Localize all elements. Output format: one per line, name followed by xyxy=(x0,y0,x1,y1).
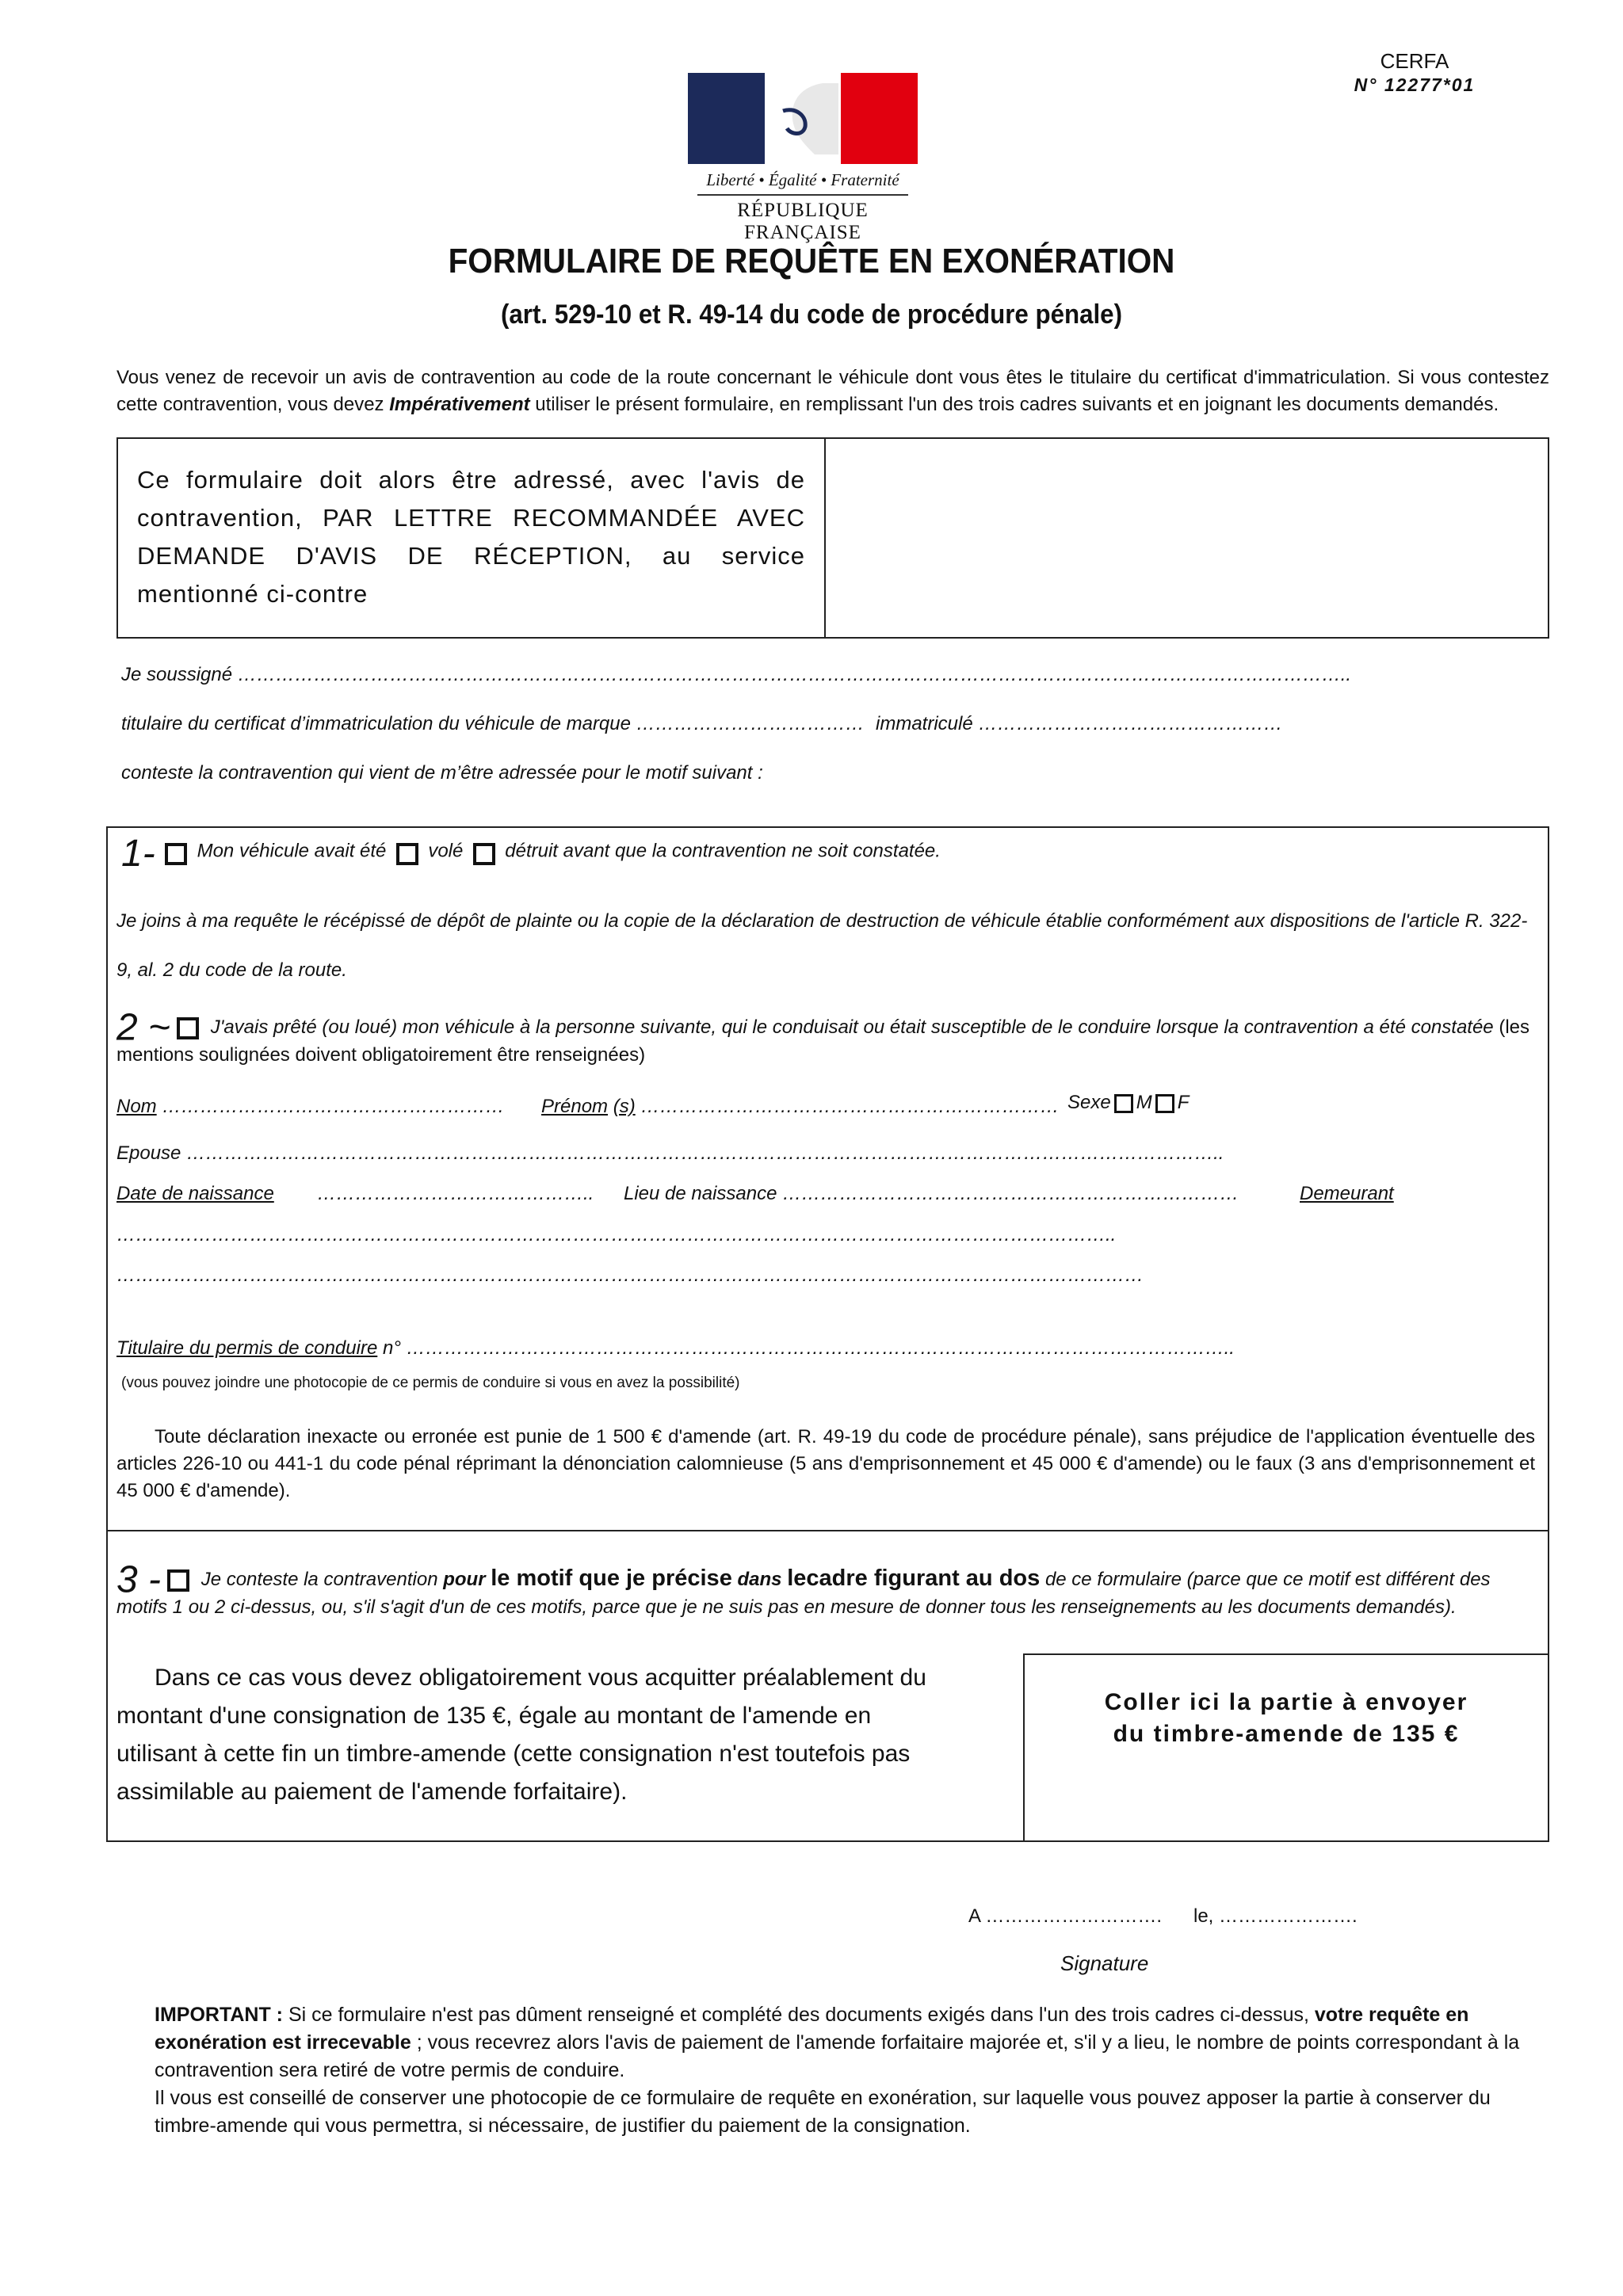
permis-label: Titulaire du permis de conduire xyxy=(116,1337,378,1359)
section-1-note: Je joins à ma requête le récépissé de dépôt de plainte ou la copie de la déclaration de destruction de véhicule établie conformément aux dispositions de l'article R. 322-9, al. 2 du code de la route. xyxy=(116,910,1528,981)
section-2-number: 2 ~ xyxy=(116,1006,171,1049)
permis-note: (vous pouvez joindre une photocopie de ce permis de conduire si vous en avez la possibilité) xyxy=(121,1375,740,1391)
soussigne-line[interactable]: Je soussigné ………………………………………………………………………………………………………………………………………………………….. xyxy=(121,664,1352,685)
section-3-text-3: le motif que je précise xyxy=(491,1566,732,1591)
important-paragraph-2: Il vous est conseillé de conserver une photocopie de ce formulaire de requête en exonération, sur laquelle vous pouvez apposer la partie à conserver du timbre-amende qui vous permettra, si nécessaire, de justifier du paiement de la consignation. xyxy=(155,2087,1491,2137)
dob-label: Date de naissance xyxy=(116,1183,274,1204)
important-text-1: Si ce formulaire n'est pas dûment renseigné et complété des documents exigés dans l'un des trois cadres ci-dessus, xyxy=(283,2004,1315,2026)
cerfa-reference xyxy=(1347,49,1482,97)
intro-paragraph xyxy=(116,364,1549,418)
section-1-label-b: volé xyxy=(428,840,464,862)
logo-republic: RÉPUBLIQUE FRANÇAISE xyxy=(737,200,869,243)
sexe-label: Sexe xyxy=(1067,1092,1111,1113)
section-1-label-a: Mon véhicule avait été xyxy=(197,840,387,862)
address-box xyxy=(116,437,1549,639)
birthplace-field[interactable]: Lieu de naissance ……………………………………………………………… xyxy=(624,1183,1239,1204)
marianne-icon xyxy=(767,79,838,158)
republique-logo xyxy=(688,73,918,244)
section-3-text-4: dans xyxy=(737,1569,782,1590)
sexe-row xyxy=(1067,1092,1189,1114)
vehicle-make-line[interactable]: titulaire du certificat d’immatriculation du véhicule de marque ……………………………… xyxy=(121,713,865,734)
section-2-intro xyxy=(116,1006,1535,1069)
permis-field[interactable]: n° ………………………………………………………………………………………………………………….. xyxy=(382,1337,1235,1359)
registration-line[interactable]: immatriculé ………………………………………… xyxy=(876,713,1283,734)
stolen-checkbox[interactable] xyxy=(396,843,418,865)
sex-m-checkbox[interactable] xyxy=(1114,1094,1133,1113)
address-line-1[interactable]: ………………………………………………………………………………………………………………………………………….. xyxy=(116,1224,1117,1245)
section-1-checkbox[interactable] xyxy=(165,843,187,865)
destroyed-checkbox[interactable] xyxy=(473,843,495,865)
date-field[interactable]: le, …………………. xyxy=(1193,1905,1358,1927)
important-text-2: ; vous recevrez alors l'avis de paiement de l'amende forfaitaire majorée et, s'il y a lieu, le nombre de points correspondant à la contravention sera retiré de votre permis de conduire. xyxy=(155,2031,1520,2081)
section-2-mandatory-note: (les mentions soulignées doivent obligatoirement être renseignées) xyxy=(116,1016,1529,1066)
signature-label: Signature xyxy=(1060,1951,1149,1975)
name-row xyxy=(116,1096,504,1118)
form-subtitle: (art. 529-10 et R. 49-14 du code de procédure pénale) xyxy=(500,299,1123,330)
important-text-bold: votre requête en exonération est irrecevable xyxy=(155,2004,1469,2054)
prenom-s-label: (s) xyxy=(613,1096,636,1117)
section-1-label-c: détruit avant que la contravention ne soit constatée. xyxy=(505,840,941,862)
section-1 xyxy=(121,832,941,875)
prenom-label: Prénom xyxy=(541,1096,609,1117)
cerfa-label: CERFA xyxy=(1380,49,1449,73)
intro-emphasis: Impérativement xyxy=(389,394,530,415)
stamp-label-2: du timbre-amende de 135 € xyxy=(1113,1721,1460,1747)
section-3-text-2: pour xyxy=(443,1569,486,1590)
stamp-label-1: Coller ici la partie à envoyer xyxy=(1104,1689,1468,1715)
false-declaration-warning: Toute déclaration inexacte ou erronée est punie de 1 500 € d'amende (art. R. 49-19 du code de procédure pénale), sans préjudice de l'application éventuelle des articles 226-10 ou 441-1 du code pénal réprimant la dénonciation calomnieuse (5 ans d'emprisonnement et 45 000 € d'amende) ou le faux (3 ans d'emprisonnement et 45 000 € d'amende). xyxy=(116,1426,1535,1501)
intro-text: Vous venez de recevoir un avis de contravention au code de la route concernant le véhicule dont vous êtes le titulaire du certificat d'immatriculation. Si vous contestez cette contravention, vous devez xyxy=(116,367,1549,415)
section-3-text-5: lecadre figurant au dos xyxy=(787,1566,1041,1591)
nom-label: Nom xyxy=(116,1096,157,1117)
section-1-number: 1- xyxy=(121,833,155,875)
form-title: FORMULAIRE DE REQUÊTE EN EXONÉRATION xyxy=(448,242,1175,280)
section-3-intro xyxy=(116,1558,1535,1621)
section-2-text: J'avais prêté (ou loué) mon véhicule à la personne suivante, qui le conduisait ou était susceptible de le conduire lorsque la contravention a été constatée xyxy=(210,1016,1494,1038)
intro-text-end: utiliser le présent formulaire, en remplissant l'un des trois cadres suivants et en joignant les documents demandés. xyxy=(529,394,1499,415)
flag-icon xyxy=(688,73,918,164)
section-3-text-1: Je conteste la contravention xyxy=(200,1569,438,1590)
permis-row xyxy=(116,1337,1235,1360)
consignation-paragraph: Dans ce cas vous devez obligatoirement vous acquitter préalablement du montant d'une consignation de 135 €, égale au montant de l'amende en utilisant à cette fin un timbre-amende (cette consignation n'est toutefois pas assimilable au paiement de l'amende forfaitaire). xyxy=(116,1665,926,1805)
service-address-field[interactable] xyxy=(826,439,1548,637)
address-line-2[interactable]: ……………………………………………………………………………………………………………………………………………… xyxy=(116,1264,1144,1286)
section-3-checkbox[interactable] xyxy=(167,1569,189,1592)
cerfa-number: N° 12277*01 xyxy=(1354,74,1476,95)
section-3-number: 3 - xyxy=(116,1558,162,1601)
important-notice xyxy=(155,2001,1522,2140)
dob-field[interactable]: …………………………………….. xyxy=(317,1183,594,1204)
logo-motto: Liberté • Égalité • Fraternité xyxy=(706,170,899,189)
demeurant-label: Demeurant xyxy=(1300,1183,1394,1204)
contest-line: conteste la contravention qui vient de m’être adressée pour le motif suivant : xyxy=(121,762,763,784)
nom-field[interactable]: ……………………………………………… xyxy=(162,1096,505,1117)
sex-f-label: F xyxy=(1177,1092,1190,1113)
sex-m-label: M xyxy=(1136,1092,1152,1113)
section-3-text-6: de ce formulaire (parce que ce motif est différent des motifs 1 ou 2 ci-dessus, ou, s'il s'agit d'un de ces motifs, parce que je ne suis pas en mesure de donner tous les renseignements au les documents demandés). xyxy=(116,1569,1491,1618)
important-label: IMPORTANT : xyxy=(155,2004,284,2026)
address-instructions: Ce formulaire doit alors être adressé, avec l'avis de contravention, PAR LETTRE RECOMMANDÉE AVEC DEMANDE D'AVIS DE RÉCEPTION, au service mentionné ci-contre xyxy=(137,466,805,608)
section-2-checkbox[interactable] xyxy=(177,1017,199,1039)
prenom-row xyxy=(541,1096,1059,1118)
stamp-area[interactable] xyxy=(1023,1653,1549,1842)
place-field[interactable]: A ………………………. xyxy=(968,1905,1163,1927)
prenom-field[interactable]: ………………………………………………………… xyxy=(640,1096,1060,1117)
epouse-field[interactable]: Epouse ……………………………………………………………………………………………………………………………………………….. xyxy=(116,1142,1224,1164)
sex-f-checkbox[interactable] xyxy=(1155,1094,1174,1113)
